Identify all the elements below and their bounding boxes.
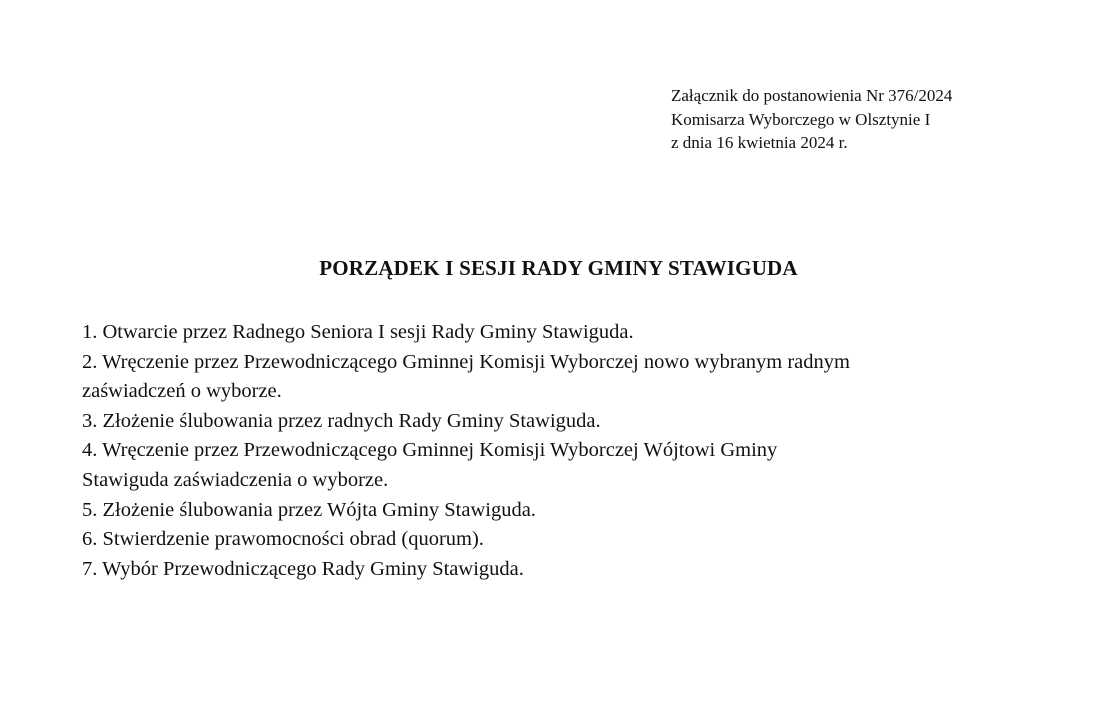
agenda-item-text: 7. Wybór Przewodniczącego Rady Gminy Stawiguda. bbox=[82, 557, 524, 580]
document-title: PORZĄDEK I SESJI RADY GMINY STAWIGUDA bbox=[319, 256, 798, 280]
agenda-item-text: 2. Wręczenie przez Przewodniczącego Gminnej Komisji Wyborczej nowo wybranym radnym bbox=[82, 350, 850, 373]
agenda-item-4 bbox=[82, 436, 1082, 495]
agenda-item-6 bbox=[82, 525, 1082, 555]
agenda-item-text-continued: zaświadczeń o wyborze. bbox=[82, 380, 282, 403]
agenda-item-5 bbox=[82, 496, 1082, 526]
agenda-item-text-continued: Stawiguda zaświadczenia o wyborze. bbox=[82, 468, 389, 491]
agenda-list bbox=[82, 318, 1082, 584]
agenda-item-text: 5. Złożenie ślubowania przez Wójta Gminy Stawiguda. bbox=[82, 498, 536, 521]
agenda-item-text: 1. Otwarcie przez Radnego Seniora I sesji Rady Gminy Stawiguda. bbox=[82, 321, 634, 343]
attachment-note-line-1: Załącznik do postanowienia Nr 376/2024 bbox=[671, 86, 953, 105]
agenda-item-1 bbox=[82, 318, 1082, 348]
agenda-item-text: 4. Wręczenie przez Przewodniczącego Gminnej Komisji Wyborczej Wójtowi Gminy bbox=[82, 439, 778, 462]
agenda-item-2 bbox=[82, 348, 1082, 407]
agenda-item-7 bbox=[82, 555, 1082, 585]
attachment-note-line-2: Komisarza Wyborczego w Olsztynie I bbox=[671, 109, 931, 129]
attachment-note-line-3: z dnia 16 kwietnia 2024 r. bbox=[671, 133, 848, 152]
agenda-item-3 bbox=[82, 407, 1082, 437]
agenda-item-text: 6. Stwierdzenie prawomocności obrad (quorum). bbox=[82, 528, 484, 551]
attachment-note bbox=[671, 84, 1071, 155]
agenda-item-text: 3. Złożenie ślubowania przez radnych Rady Gminy Stawiguda. bbox=[82, 409, 601, 432]
